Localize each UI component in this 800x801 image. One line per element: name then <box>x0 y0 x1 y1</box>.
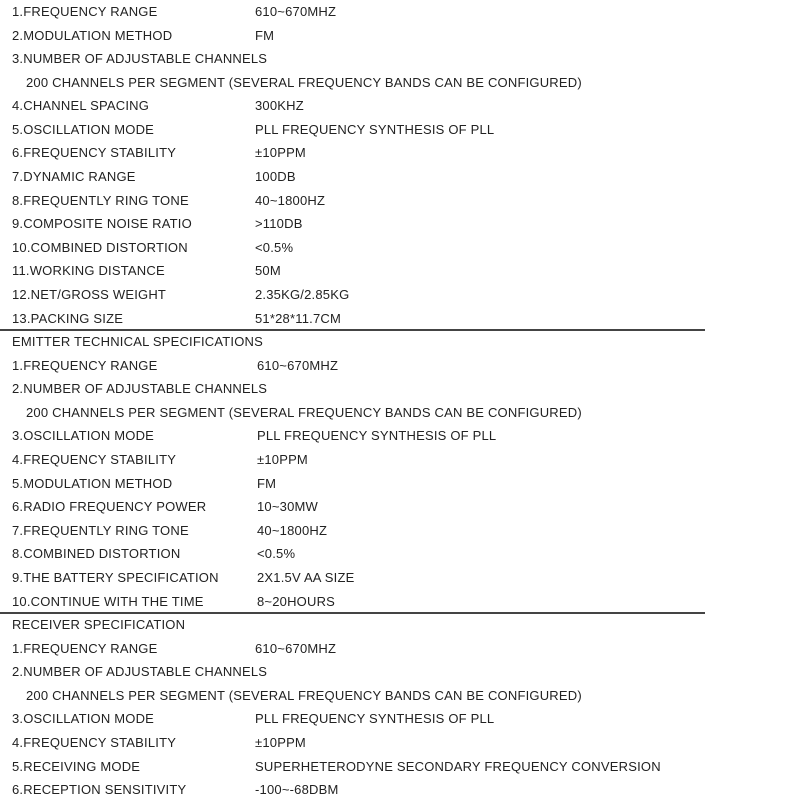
spec-row <box>12 25 275 47</box>
spec-value: <0.5% <box>257 546 296 562</box>
spec-label: 13.PACKING SIZE <box>12 310 124 326</box>
spec-value: FM <box>255 27 275 43</box>
spec-value: 40~1800HZ <box>257 522 328 538</box>
spec-value: 8~20HOURS <box>257 593 336 609</box>
spec-label: 5.OSCILLATION MODE <box>12 121 155 137</box>
spec-label: 9.THE BATTERY SPECIFICATION <box>12 569 219 585</box>
spec-row <box>12 142 306 164</box>
spec-value: -100~-68DBM <box>255 782 339 798</box>
spec-note: 200 CHANNELS PER SEGMENT (SEVERAL FREQUENCY BANDS CAN BE CONFIGURED) <box>26 687 582 703</box>
spec-row <box>12 591 336 613</box>
spec-label: 12.NET/GROSS WEIGHT <box>12 286 167 302</box>
spec-row <box>12 190 326 212</box>
spec-row <box>12 567 355 589</box>
spec-row <box>12 708 495 730</box>
spec-value: FM <box>257 475 277 491</box>
spec-row <box>12 237 294 259</box>
spec-row <box>12 119 495 141</box>
section-title: RECEIVER SPECIFICATION <box>12 617 186 633</box>
spec-value: 40~1800HZ <box>255 192 326 208</box>
spec-row <box>12 756 661 778</box>
spec-label: 9.COMPOSITE NOISE RATIO <box>12 216 192 232</box>
spec-row <box>12 378 267 400</box>
spec-row <box>12 1 337 23</box>
spec-label: 10.CONTINUE WITH THE TIME <box>12 593 204 609</box>
spec-label: 4.CHANNEL SPACING <box>12 98 150 114</box>
spec-value: ±10PPM <box>255 734 306 750</box>
spec-label: 4.FREQUENCY STABILITY <box>12 734 177 750</box>
spec-label: 4.FREQUENCY STABILITY <box>12 452 177 468</box>
spec-value: 50M <box>255 263 281 279</box>
spec-value: ±10PPM <box>255 145 306 161</box>
spec-note: 200 CHANNELS PER SEGMENT (SEVERAL FREQUENCY BANDS CAN BE CONFIGURED) <box>26 74 582 90</box>
spec-label: 3.NUMBER OF ADJUSTABLE CHANNELS <box>12 51 268 67</box>
spec-value: PLL FREQUENCY SYNTHESIS OF PLL <box>257 428 497 444</box>
spec-row <box>12 449 308 471</box>
spec-label: 5.MODULATION METHOD <box>12 475 173 491</box>
spec-row <box>12 284 350 306</box>
spec-row <box>12 473 277 495</box>
spec-row <box>12 638 337 660</box>
spec-row <box>12 95 304 117</box>
spec-value: 2X1.5V AA SIZE <box>257 569 355 585</box>
spec-row <box>12 543 296 565</box>
spec-label: 11.WORKING DISTANCE <box>12 263 165 279</box>
spec-label: 5.RECEIVING MODE <box>12 758 141 774</box>
spec-row <box>12 308 341 330</box>
spec-value: >110DB <box>255 216 303 232</box>
spec-label: 7.DYNAMIC RANGE <box>12 169 136 185</box>
spec-label: 2.NUMBER OF ADJUSTABLE CHANNELS <box>12 381 268 397</box>
spec-value: 100DB <box>255 169 296 185</box>
section-title: EMITTER TECHNICAL SPECIFICATIONS <box>12 334 264 350</box>
spec-row <box>12 779 339 801</box>
spec-row <box>12 213 303 235</box>
spec-value: 10~30MW <box>257 499 319 515</box>
spec-row <box>12 260 281 282</box>
spec-row <box>12 732 306 754</box>
spec-label: 1.FREQUENCY RANGE <box>12 4 158 19</box>
spec-row <box>12 166 296 188</box>
spec-note: 200 CHANNELS PER SEGMENT (SEVERAL FREQUENCY BANDS CAN BE CONFIGURED) <box>26 404 582 420</box>
spec-row <box>12 496 319 518</box>
spec-value: 610~670MHZ <box>255 640 337 656</box>
spec-value: SUPERHETERODYNE SECONDARY FREQUENCY CONVERSION <box>255 758 661 774</box>
spec-label: 3.OSCILLATION MODE <box>12 428 155 444</box>
spec-row <box>12 661 267 683</box>
spec-value: PLL FREQUENCY SYNTHESIS OF PLL <box>255 711 495 727</box>
spec-label: 1.FREQUENCY RANGE <box>12 357 158 373</box>
spec-label: 6.FREQUENCY STABILITY <box>12 145 177 161</box>
spec-row <box>12 355 339 377</box>
spec-row <box>12 520 328 542</box>
spec-value: 610~670MHZ <box>255 4 337 19</box>
spec-label: 6.RADIO FREQUENCY POWER <box>12 499 207 515</box>
spec-label: 3.OSCILLATION MODE <box>12 711 155 727</box>
spec-label: 8.COMBINED DISTORTION <box>12 546 181 562</box>
spec-value: ±10PPM <box>257 452 308 468</box>
spec-label: 10.COMBINED DISTORTION <box>12 239 188 255</box>
spec-value: PLL FREQUENCY SYNTHESIS OF PLL <box>255 121 495 137</box>
spec-value: <0.5% <box>255 239 294 255</box>
spec-value: 2.35KG/2.85KG <box>255 286 350 302</box>
spec-label: 6.RECEPTION SENSITIVITY <box>12 782 187 798</box>
spec-label: 8.FREQUENTLY RING TONE <box>12 192 189 208</box>
spec-value: 51*28*11.7CM <box>255 310 341 326</box>
spec-row <box>12 425 497 447</box>
spec-label: 1.FREQUENCY RANGE <box>12 640 158 656</box>
spec-label: 7.FREQUENTLY RING TONE <box>12 522 189 538</box>
spec-label: 2.MODULATION METHOD <box>12 27 173 43</box>
spec-value: 300KHZ <box>255 98 304 114</box>
spec-row <box>12 48 267 70</box>
spec-label: 2.NUMBER OF ADJUSTABLE CHANNELS <box>12 664 268 680</box>
spec-value: 610~670MHZ <box>257 357 339 373</box>
